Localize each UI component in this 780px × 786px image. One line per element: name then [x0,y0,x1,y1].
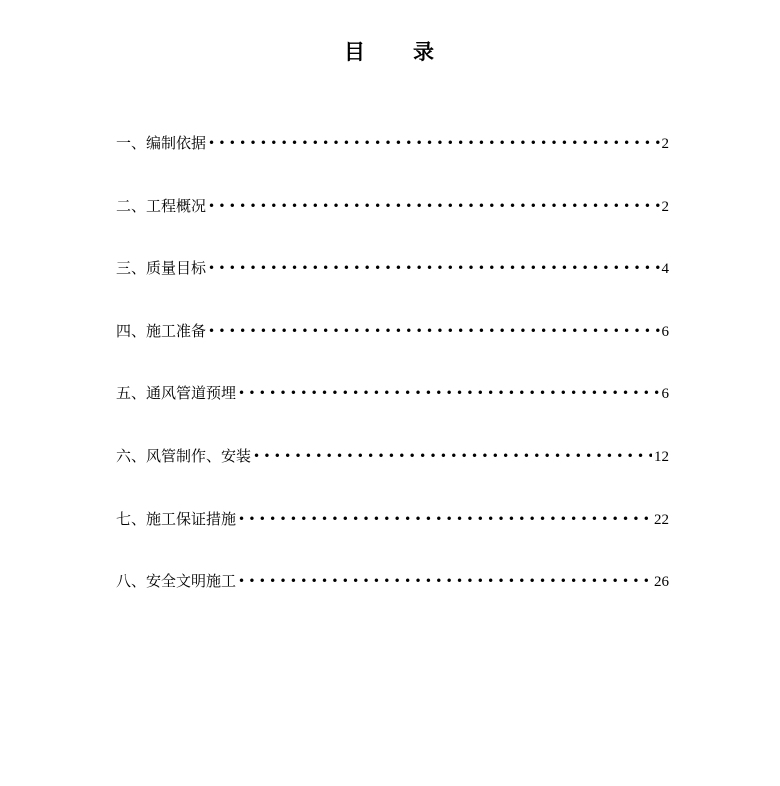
toc-leader-dots [208,196,659,214]
toc-entry-page: 22 [654,511,669,528]
toc-entry[interactable] [116,195,669,258]
toc-leader-dots [208,133,659,151]
toc-leader-dots [208,258,659,276]
toc-entry-label: 一、编制依据 [116,134,207,152]
toc-entry-label: 二、工程概况 [116,196,207,215]
toc-entry[interactable] [116,570,669,633]
toc-entry-page: 12 [654,448,669,465]
toc-entry[interactable] [116,132,669,195]
table-of-contents [116,132,669,633]
toc-entry[interactable] [116,320,669,383]
toc-entry-page: 4 [661,261,669,278]
toc-entry[interactable] [116,382,669,445]
toc-entry-page: 26 [654,574,669,591]
toc-entry-page: 6 [661,323,669,340]
toc-leader-dots [253,446,652,464]
toc-leader-dots [238,571,652,589]
toc-title-char-2: 录 [413,39,436,64]
toc-leader-dots [208,321,659,339]
toc-entry-page: 2 [661,198,669,215]
toc-entry-label: 六、风管制作、安装 [116,446,252,465]
toc-entry[interactable] [116,257,669,320]
toc-entry-page: 6 [661,386,669,403]
toc-entry[interactable] [116,445,669,508]
toc-entry-label: 八、安全文明施工 [116,572,237,591]
toc-entry-label: 四、施工准备 [116,321,207,340]
toc-title [0,36,780,66]
toc-entry-label: 七、施工保证措施 [116,509,237,528]
toc-entry[interactable] [116,508,669,571]
toc-entry-label: 五、通风管道预埋 [116,384,237,403]
toc-title-char-1: 目 [344,39,367,64]
toc-entry-page: 2 [661,136,669,152]
toc-entry-label: 三、质量目标 [116,259,207,278]
toc-leader-dots [238,383,659,401]
toc-leader-dots [238,509,652,527]
